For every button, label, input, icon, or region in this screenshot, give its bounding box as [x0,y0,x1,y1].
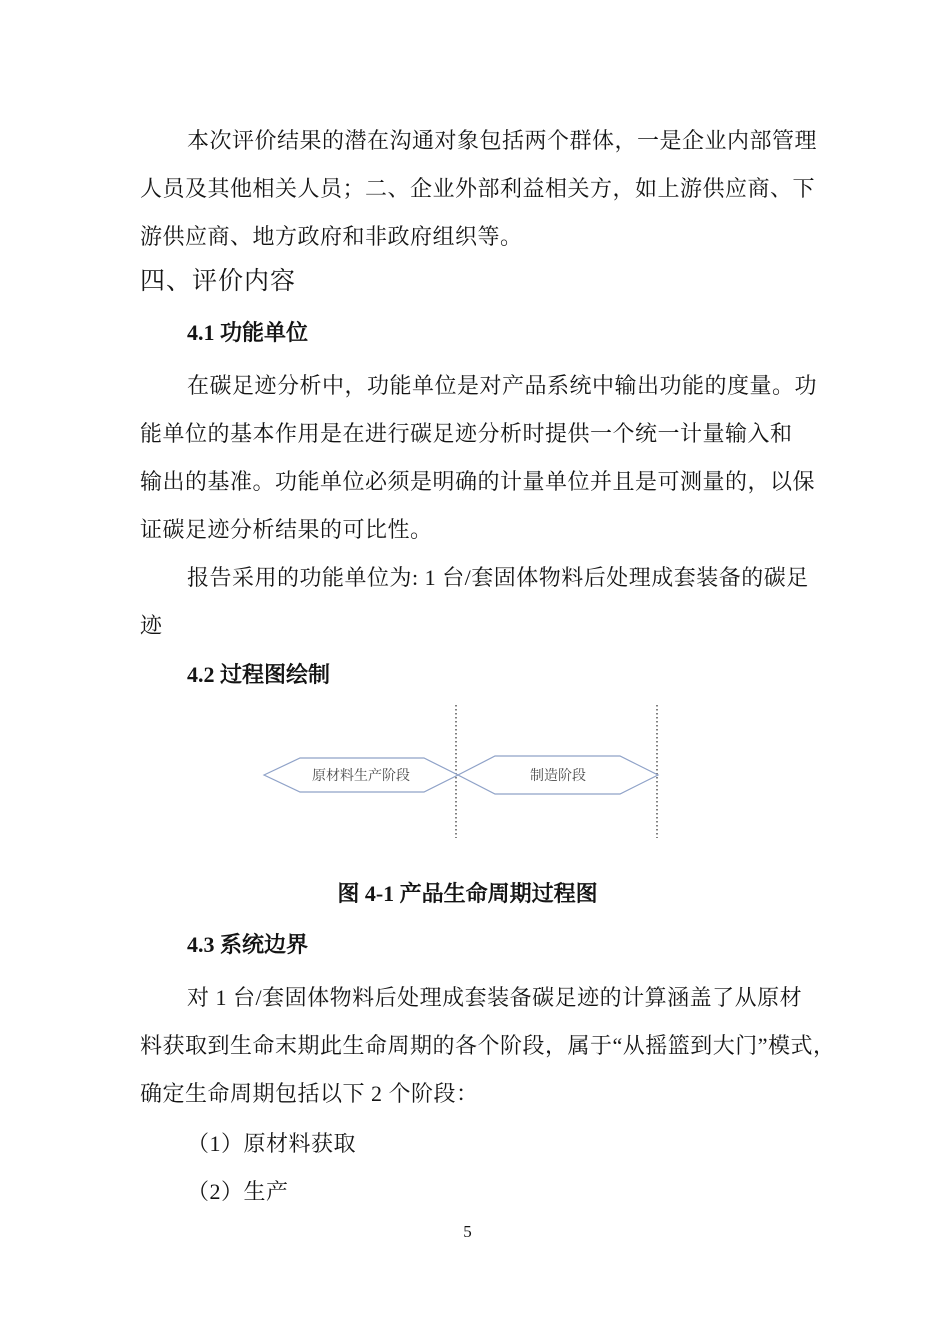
process-diagram [230,695,690,845]
stage-label-raw-material: 原材料生产阶段 [312,767,410,783]
paragraph-line: 迹 [140,613,163,638]
list-item: （2）生产 [187,1179,289,1204]
paragraph-line: 证碳足迹分析结果的可比性。 [140,517,433,542]
paragraph-line: 确定生命周期包括以下 2 个阶段： [140,1081,479,1106]
paragraph-line: 对 1 台/套固体物料后处理成套装备碳足迹的计算涵盖了从原材 [187,985,803,1010]
paragraph-line: 能单位的基本作用是在进行碳足迹分析时提供一个统一计量输入和 [140,421,793,446]
paragraph-line: 输出的基准。功能单位必须是明确的计量单位并且是可测量的，以保 [140,469,816,494]
subsection-heading-4-2: 4.2 过程图绘制 [187,662,331,687]
stage-label-manufacturing: 制造阶段 [530,767,586,783]
paragraph-line: 游供应商、地方政府和非政府组织等。 [140,224,523,249]
paragraph-line: 在碳足迹分析中，功能单位是对产品系统中输出功能的度量。功 [187,373,818,398]
section-heading-4: 四、评价内容 [140,268,297,295]
paragraph-line: 料获取到生命末期此生命周期的各个阶段，属于“从摇篮到大门”模式， [140,1033,836,1058]
subsection-heading-4-3: 4.3 系统边界 [187,932,309,957]
subsection-heading-4-1: 4.1 功能单位 [187,320,309,345]
list-item: （1）原材料获取 [187,1131,357,1156]
paragraph-line: 人员及其他相关人员；二、企业外部利益相关方，如上游供应商、下 [140,176,816,201]
page-number: 5 [463,1222,472,1241]
figure-caption: 图 4-1 产品生命周期过程图 [337,881,598,906]
paragraph-line: 本次评价结果的潜在沟通对象包括两个群体，一是企业内部管理 [187,128,818,153]
paragraph-line: 报告采用的功能单位为: 1 台/套固体物料后处理成套装备的碳足 [187,565,809,590]
